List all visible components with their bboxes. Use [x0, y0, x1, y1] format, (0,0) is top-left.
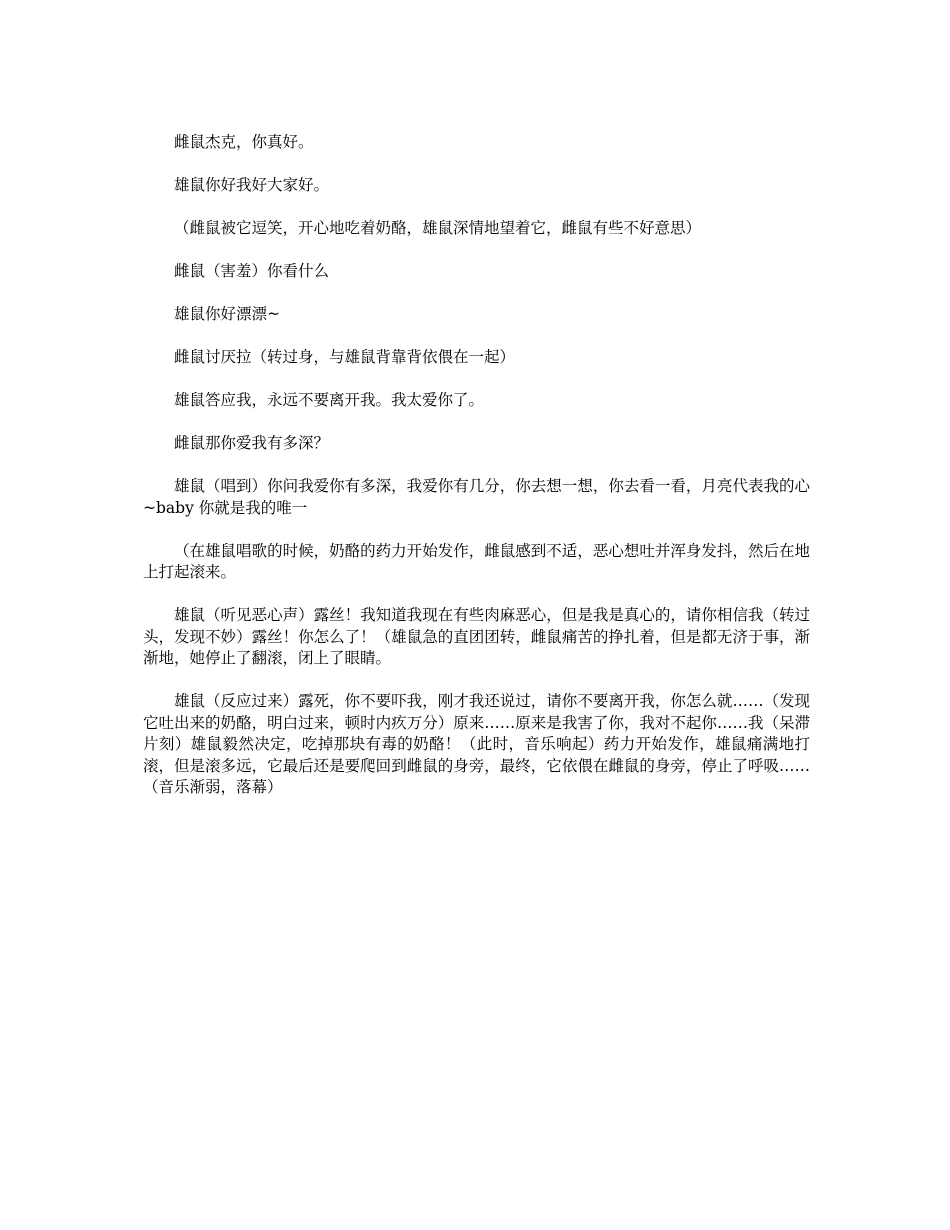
- script-line: 雌鼠那你爱我有多深？: [174, 434, 330, 452]
- script-line: 雄鼠你好漂漂~: [174, 305, 280, 323]
- script-line: 雌鼠杰克，你真好。: [174, 133, 314, 151]
- stage-direction: （雌鼠被它逗笑，开心地吃着奶酪，雄鼠深情地望着它，雌鼠有些不好意思）: [174, 219, 702, 237]
- script-line: 雄鼠你好我好大家好。: [174, 176, 330, 194]
- script-line: 雄鼠（唱到）你问我爱你有多深，我爱你有几分，你去想一想，你去看一看，月亮代表我的心~baby 你就是我的唯一: [143, 477, 810, 517]
- script-line: 雄鼠（听见恶心声）露丝！我知道我现在有些肉麻恶心，但是我是真心的，请你相信我（转过头，发现不妙）露丝！你怎么了！（雄鼠急的直团团转，雌鼠痛苦的挣扎着，但是都无济于事，渐渐地，她停止了翻滚，闭上了眼睛。: [143, 606, 810, 667]
- script-line: 雄鼠（反应过来）露死，你不要吓我，刚才我还说过，请你不要离开我，你怎么就……（发现它吐出来的奶酪，明白过来，顿时内疚万分）原来……原来是我害了你，我对不起你……我（呆滞片刻）雄鼠毅然决定，吃掉那块有毒的奶酪！（此时，音乐响起）药力开始发作，雄鼠痛满地打滚，但是滚多远，它最后还是要爬回到雌鼠的身旁，最终，它依偎在雌鼠的身旁，停止了呼吸……（音乐渐弱，落幕）: [143, 692, 810, 796]
- document-body: [143, 132, 810, 799]
- script-line: 雌鼠（害羞）你看什么: [174, 262, 330, 280]
- script-line: 雄鼠答应我，永远不要离开我。我太爱你了。: [174, 391, 485, 409]
- stage-direction: （在雄鼠唱歌的时候，奶酪的药力开始发作，雌鼠感到不适，恶心想吐并浑身发抖，然后在地上打起滚来。: [143, 541, 810, 581]
- script-line: 雌鼠讨厌拉（转过身，与雄鼠背靠背依偎在一起）: [174, 348, 516, 366]
